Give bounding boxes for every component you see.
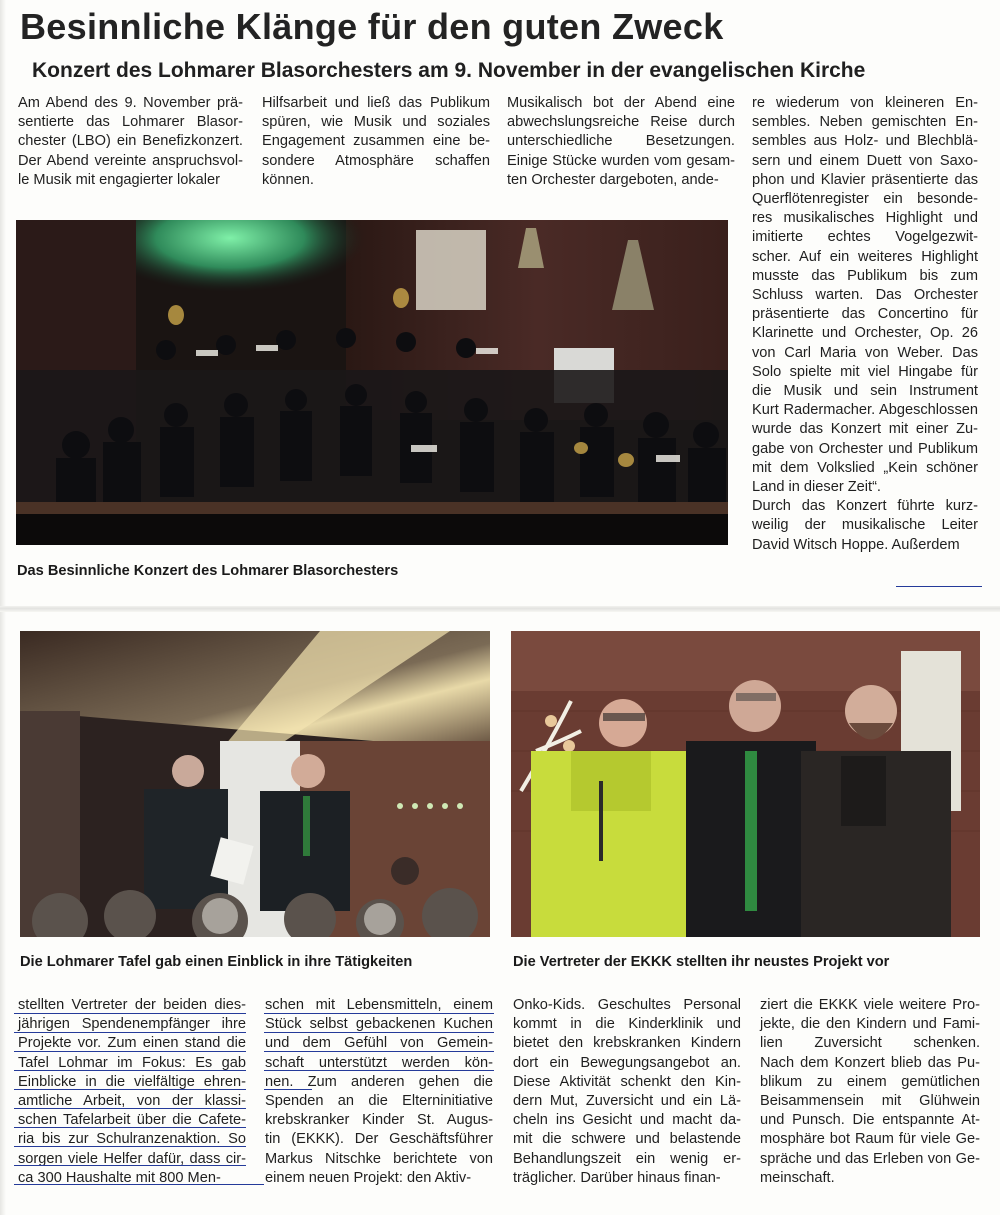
text-column-bottom-3: [513, 996, 741, 1188]
article-headline: Besinnliche Klänge für den guten Zweck: [20, 6, 724, 47]
text-line: präsentierte das Concertino für: [752, 306, 978, 323]
ink-underline: [14, 1184, 264, 1185]
text-line: und Punsch. Die entspannte At-: [760, 1112, 980, 1129]
text-line: Land in dieser Zeit“.: [752, 479, 881, 496]
text-line: können.: [262, 171, 314, 188]
text-line: Am Abend des 9. November prä-: [18, 95, 243, 111]
ink-underline: [14, 1032, 246, 1033]
text-line: mit die schwere und belastende: [513, 1131, 741, 1148]
text-line: die Musik und sein Instrument: [752, 383, 978, 400]
text-column-top-4: [752, 94, 978, 555]
ink-underline: [264, 1070, 494, 1071]
text-line: Diese Aktivität schenkt den Kin-: [513, 1073, 741, 1090]
caption-ekkk-photo: Die Vertreter der EKKK stellten ihr neustes Projekt vor: [513, 954, 890, 970]
text-line: Durch das Konzert führte kurz-: [752, 498, 978, 515]
ink-underline: [264, 1089, 312, 1090]
text-line: Der Abend vereinte anspruchsvol-: [18, 152, 243, 169]
text-line: Solo spielte mit viel Hingabe für: [752, 363, 978, 380]
text-line: ca 300 Haushalte mit 800 Men-: [18, 1169, 221, 1186]
ink-underline: [14, 1013, 246, 1014]
text-line: res musikalisches Highlight und: [752, 210, 978, 227]
text-column-bottom-4: [760, 996, 980, 1188]
text-line: Einblicke in die vielfältige ehren-: [18, 1073, 246, 1090]
text-column-top-3: [507, 94, 735, 190]
text-line: Schluss warten. Das Orchester: [752, 287, 978, 304]
ekkk-photo: [511, 631, 980, 937]
text-line: Beisammensein mit Glühwein: [760, 1093, 980, 1110]
text-line: lien Zuversicht schenken.: [760, 1035, 980, 1052]
text-line: jekte, die den Kindern und Fami-: [760, 1016, 980, 1033]
text-line: krebskranker Kinder St. Augus-: [265, 1112, 493, 1129]
text-line: Einige Stücke wurden vom gesam-: [507, 152, 735, 169]
text-line: cheln ins Gesicht und macht da-: [513, 1112, 741, 1129]
text-line: bietet den krebskranken Kindern: [513, 1035, 741, 1052]
text-line: Hilfsarbeit und ließ das Publikum: [262, 95, 490, 111]
text-line: nen. Zum anderen gehen die: [265, 1073, 493, 1090]
text-line: Engagement zusammen eine be-: [262, 133, 490, 150]
text-line: kommt in die Kinderklinik und: [513, 1016, 741, 1033]
ink-underline: [14, 1146, 246, 1147]
text-line: scher. Auf ein weiteres Highlight: [752, 248, 978, 265]
text-column-top-2: [262, 94, 490, 190]
text-line: Projekte vor. Zum einen stand die: [18, 1035, 246, 1052]
text-line: und dem Gefühl von Gemein-: [265, 1035, 493, 1052]
text-line: dern Mut, Zuversicht und ein Lä-: [513, 1093, 741, 1110]
text-line: David Witsch Hoppe. Außerdem: [752, 536, 960, 553]
text-line: Nach dem Konzert blieb das Pu-: [760, 1054, 980, 1071]
text-line: Tafel Lohmar im Fokus: Es gab: [18, 1054, 246, 1071]
page-fold: [0, 606, 1000, 612]
text-line: abwechslungsreiche Reise durch: [507, 114, 735, 131]
ink-underline: [14, 1051, 246, 1052]
text-line: sembles. Neben gemischten En-: [752, 114, 978, 131]
text-line: Behandlungszeit ein wenig er-: [513, 1150, 741, 1167]
article-subheadline: Konzert des Lohmarer Blasorchesters am 9. November in der evangelischen Kirche: [32, 59, 866, 82]
text-line: schen Tafelarbeit über die Cafete-: [18, 1112, 246, 1129]
text-line: stellten Vertreter der beiden dies-: [18, 997, 246, 1013]
text-line: ria bis zur Schulranzenaktion. So: [18, 1131, 246, 1148]
caption-concert-photo: Das Besinnliche Konzert des Lohmarer Blasorchesters: [17, 563, 399, 579]
text-line: blikum zu einem gemütlichen: [760, 1073, 980, 1090]
text-line: ten Orchester dargeboten, ande-: [507, 171, 719, 188]
text-line: amtliche Arbeit, von der klassi-: [18, 1093, 246, 1110]
text-line: sondere Atmosphäre schaffen: [262, 152, 490, 169]
text-line: phon und Klavier präsentierte das: [752, 171, 978, 188]
text-column-bottom-2: [265, 996, 493, 1188]
text-line: Onko-Kids. Geschultes Personal: [513, 997, 741, 1013]
text-line: träglicher. Darüber hinaus finan-: [513, 1169, 721, 1186]
text-line: dort ein Bewegungsangebot an.: [513, 1054, 741, 1071]
text-column-top-1: [18, 94, 243, 190]
text-line: schaft unterstützt werden kön-: [265, 1054, 493, 1071]
text-line: einem neuen Projekt: den Aktiv-: [265, 1169, 472, 1186]
text-line: Klarinette und Orchester, Op. 26: [752, 325, 978, 342]
text-line: re wiederum von kleineren En-: [752, 95, 978, 111]
text-line: weilig der musikalische Leiter: [752, 517, 978, 534]
text-line: Musikalisch bot der Abend eine: [507, 95, 735, 111]
concert-photo: [16, 220, 728, 545]
tafel-photo: [20, 631, 490, 937]
text-line: chester (LBO) ein Benefizkonzert.: [18, 133, 243, 150]
text-line: imitierte echtes Vogelgezwit-: [752, 229, 978, 246]
text-line: ziert die EKKK viele weitere Pro-: [760, 997, 980, 1013]
ink-underline: [264, 1013, 494, 1014]
text-line: unterschiedliche Besetzungen.: [507, 133, 735, 150]
text-line: spräche und das Erleben von Ge-: [760, 1150, 980, 1167]
text-line: sentierte das Lohmarer Blasor-: [18, 114, 243, 131]
text-line: jährigen Spendenempfänger ihre: [18, 1016, 246, 1033]
text-line: Markus Nitschke berichtete von: [265, 1150, 493, 1167]
text-line: tin (EKKK). Der Geschäftsführer: [265, 1131, 493, 1148]
text-line: sembles aus Holz- und Blechblä-: [752, 133, 978, 150]
text-line: gabe von Orchester und Publikum: [752, 440, 978, 457]
text-line: von Carl Maria von Weber. Das: [752, 344, 978, 361]
text-column-bottom-1: [18, 996, 246, 1188]
caption-tafel-photo: Die Lohmarer Tafel gab einen Einblick in ihre Tätigkeiten: [20, 954, 413, 970]
text-line: Querflötenregister ein besonde-: [752, 191, 978, 208]
ink-underline: [14, 1070, 246, 1071]
text-line: Spenden an die Elterninitiative: [265, 1093, 493, 1110]
ink-underline: [14, 1127, 246, 1128]
text-line: sorgen viele Helfer dafür, dass cir-: [18, 1150, 246, 1167]
text-line: Stück selbst gebackenen Kuchen: [265, 1016, 493, 1033]
text-line: le Musik mit engagierter lokaler: [18, 171, 220, 188]
text-line: mosphäre bot Raum für viele Ge-: [760, 1131, 980, 1148]
ink-underline: [264, 1051, 494, 1052]
ink-underline: [14, 1108, 246, 1109]
text-line: Kurt Radermacher. Abgeschlossen: [752, 402, 978, 419]
text-line: meinschaft.: [760, 1169, 835, 1186]
ink-underline: [264, 1032, 494, 1033]
ink-underline: [14, 1165, 246, 1166]
text-line: sern und einem Duett von Saxo-: [752, 152, 978, 169]
text-line: schen mit Lebensmitteln, einem: [265, 997, 493, 1013]
text-line: mit dem Volkslied „Kein schöner: [752, 459, 978, 476]
ink-underline: [14, 1089, 246, 1090]
text-line: spüren, wie Musik und soziales: [262, 114, 490, 131]
text-line: wurde das Konzert mit einer Zu-: [752, 421, 978, 438]
ink-underline: [896, 586, 982, 587]
text-line: musste das Publikum bis zum: [752, 267, 978, 284]
